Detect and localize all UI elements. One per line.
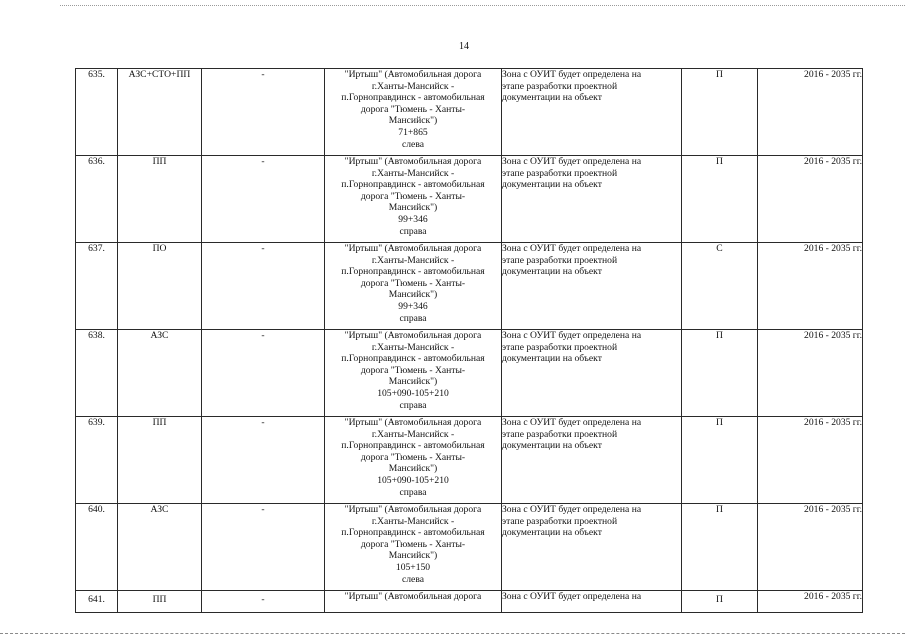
location-cell: "Иртыш" (Автомобильная дорога (325, 591, 502, 613)
object-type: ПП (118, 156, 202, 243)
period-cell: 2016 - 2035 гг. (758, 417, 863, 504)
empty-cell-dash: - (202, 504, 325, 591)
table-row (76, 243, 863, 330)
object-type: ПП (118, 417, 202, 504)
zone-note-cell: Зона с ОУИТ будет определена на этапе разработки проектной документации на объект (502, 417, 682, 504)
empty-cell-dash: - (202, 69, 325, 156)
scan-edge-bottom (0, 633, 905, 634)
zone-note-cell: Зона с ОУИТ будет определена на этапе разработки проектной документации на объект (502, 243, 682, 330)
row-number: 636. (76, 156, 118, 243)
zone-note-cell: Зона с ОУИТ будет определена на этапе разработки проектной документации на объект (502, 330, 682, 417)
zone-note-cell: Зона с ОУИТ будет определена на этапе разработки проектной документации на объект (502, 504, 682, 591)
row-number: 641. (76, 591, 118, 613)
table-row (76, 504, 863, 591)
location-cell: "Иртыш" (Автомобильная дорога г.Ханты-Мансийск - п.Горноправдинск - автомобильная дорога "Тюмень - Ханты- Мансийск") 71+865 слева (325, 69, 502, 156)
period-cell: 2016 - 2035 гг. (758, 504, 863, 591)
category-cell: П (682, 417, 758, 504)
zone-note-cell: Зона с ОУИТ будет определена на этапе разработки проектной документации на объект (502, 69, 682, 156)
scan-edge-top (60, 5, 905, 6)
table-row (76, 591, 863, 613)
row-number: 637. (76, 243, 118, 330)
page-number: 14 (459, 41, 469, 52)
zone-note-cell: Зона с ОУИТ будет определена на этапе разработки проектной документации на объект (502, 156, 682, 243)
zone-note-cell: Зона с ОУИТ будет определена на (502, 591, 682, 613)
category-cell: П (682, 504, 758, 591)
location-cell: "Иртыш" (Автомобильная дорога г.Ханты-Мансийск - п.Горноправдинск - автомобильная дорога "Тюмень - Ханты- Мансийск") 105+090-105+210 справа (325, 330, 502, 417)
location-cell: "Иртыш" (Автомобильная дорога г.Ханты-Мансийск - п.Горноправдинск - автомобильная дорога "Тюмень - Ханты- Мансийск") 105+150 слева (325, 504, 502, 591)
table-row (76, 330, 863, 417)
object-type: АЗС+СТО+ПП (118, 69, 202, 156)
row-number: 640. (76, 504, 118, 591)
period-cell: 2016 - 2035 гг. (758, 156, 863, 243)
row-number: 639. (76, 417, 118, 504)
table-row (76, 69, 863, 156)
table-row (76, 417, 863, 504)
location-cell: "Иртыш" (Автомобильная дорога г.Ханты-Мансийск - п.Горноправдинск - автомобильная дорога "Тюмень - Ханты- Мансийск") 105+090-105+210 справа (325, 417, 502, 504)
empty-cell-dash: - (202, 330, 325, 417)
empty-cell-dash: - (202, 156, 325, 243)
category-cell: С (682, 243, 758, 330)
object-type: АЗС (118, 504, 202, 591)
location-cell: "Иртыш" (Автомобильная дорога г.Ханты-Мансийск - п.Горноправдинск - автомобильная дорога "Тюмень - Ханты- Мансийск") 99+346 справа (325, 156, 502, 243)
category-cell: П (682, 591, 758, 613)
period-cell: 2016 - 2035 гг. (758, 330, 863, 417)
empty-cell-dash: - (202, 243, 325, 330)
category-cell: П (682, 330, 758, 417)
row-number: 638. (76, 330, 118, 417)
period-cell: 2016 - 2035 гг. (758, 591, 863, 613)
object-type: АЗС (118, 330, 202, 417)
row-number: 635. (76, 69, 118, 156)
period-cell: 2016 - 2035 гг. (758, 69, 863, 156)
table-row (76, 156, 863, 243)
period-cell: 2016 - 2035 гг. (758, 243, 863, 330)
category-cell: П (682, 69, 758, 156)
location-cell: "Иртыш" (Автомобильная дорога г.Ханты-Мансийск - п.Горноправдинск - автомобильная дорога "Тюмень - Ханты- Мансийск") 99+346 справа (325, 243, 502, 330)
empty-cell-dash: - (202, 591, 325, 613)
objects-table (75, 68, 863, 613)
object-type: ПО (118, 243, 202, 330)
category-cell: П (682, 156, 758, 243)
empty-cell-dash: - (202, 417, 325, 504)
object-type: ПП (118, 591, 202, 613)
